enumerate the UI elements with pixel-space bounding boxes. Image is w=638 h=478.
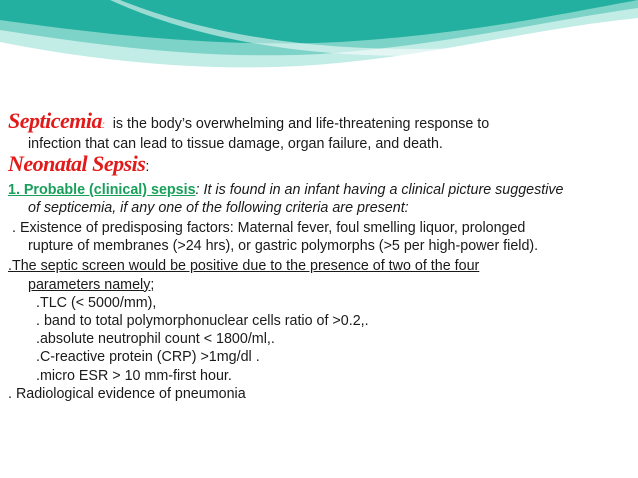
slide-body <box>8 108 633 403</box>
neonatal-sepsis-term: Neonatal Sepsis <box>8 151 146 177</box>
param-band-ratio: . band to total polymorphonuclear cells ratio of >0.2,. <box>36 313 369 330</box>
definition-line <box>8 108 633 135</box>
probable-line <box>8 181 633 199</box>
probable-sepsis-label: 1. Probable (clinical) sepsis <box>8 181 196 198</box>
septic-screen-line-1: .The septic screen would be positive due to the presence of two of the four <box>8 258 480 275</box>
heading-colon: : <box>145 159 150 176</box>
param-esr: .micro ESR > 10 mm-first hour. <box>36 367 232 384</box>
probable-text-2: of septicemia, if any one of the following criteria are present: <box>28 199 409 216</box>
factors-line-2: rupture of membranes (>24 hrs), or gastric polymorphs (>5 per high-power field). <box>28 238 539 255</box>
neonatal-heading <box>8 151 633 177</box>
septicemia-term: Septicemia <box>8 108 102 133</box>
probable-text-1: : It is found in an infant having a clinical picture suggestive <box>195 181 564 198</box>
factors-line-1: . Existence of predisposing factors: Maternal fever, foul smelling liquor, prolonged <box>12 220 526 237</box>
definition-colon: : <box>101 120 105 131</box>
wave-graphic <box>0 0 638 100</box>
param-neutrophil: .absolute neutrophil count < 1800/ml,. <box>36 331 275 348</box>
radiological-evidence: . Radiological evidence of pneumonia <box>8 385 246 402</box>
param-crp: .C-reactive protein (CRP) >1mg/dl . <box>36 349 260 366</box>
decorative-banner <box>0 0 638 100</box>
definition-text-2: infection that can lead to tissue damage, organ failure, and death. <box>28 136 443 153</box>
definition-text-1: is the body’s overwhelming and life-threatening response to <box>112 116 490 132</box>
param-tlc: .TLC (< 5000/mm), <box>36 294 157 311</box>
septic-screen-line-2: parameters namely; <box>28 276 155 293</box>
